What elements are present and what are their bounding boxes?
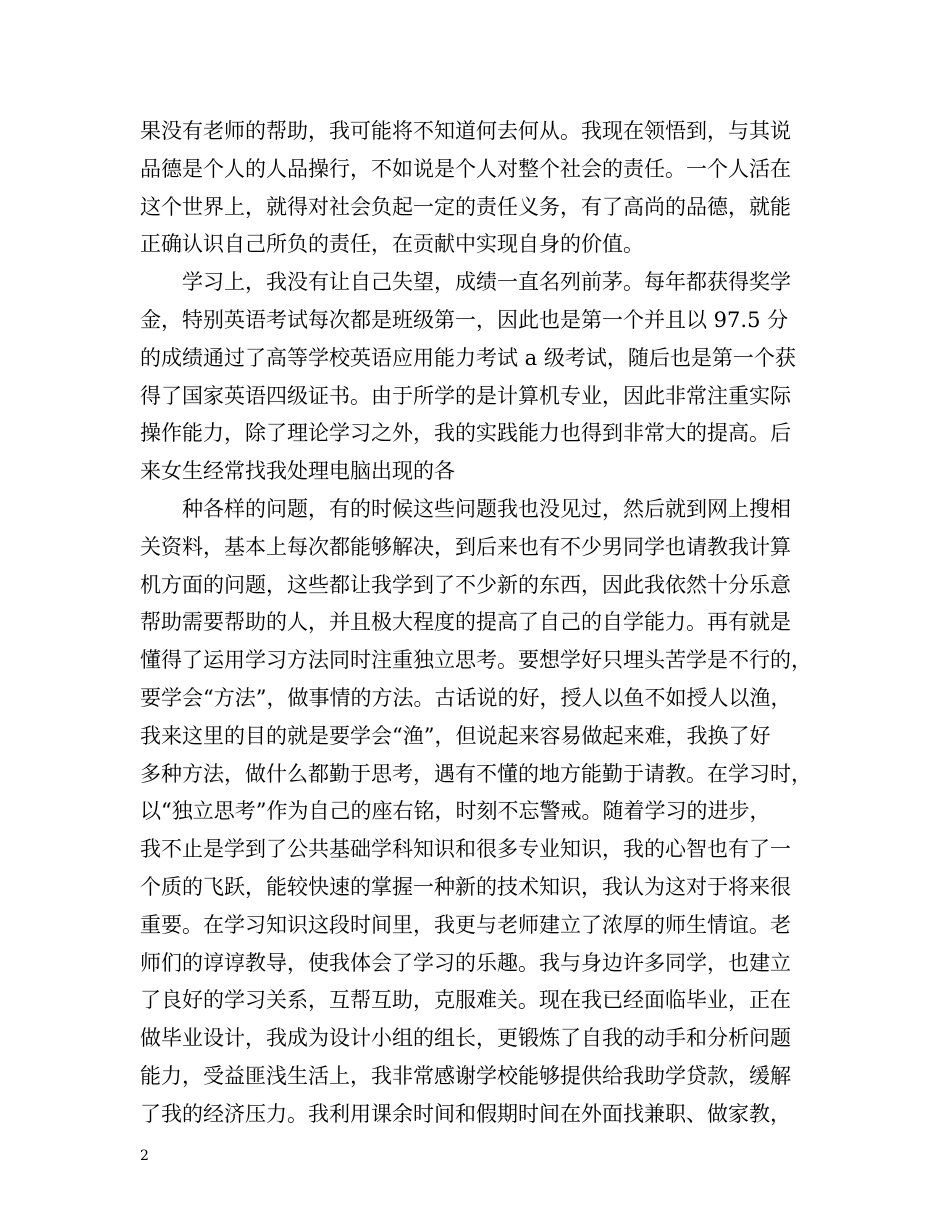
text-line: 种各样的问题，有的时候这些问题我也没见过，然后就到网上搜相 — [182, 496, 791, 521]
text-line: 了良好的学习关系，互帮互助，克服难关。现在我已经面临毕业，正在 — [140, 988, 791, 1013]
text-line: 帮助需要帮助的人，并且极大程度的提高了自己的自学能力。再有就是 — [140, 610, 791, 635]
text-line: 懂得了运用学习方法同时注重独立思考。要想学好只埋头苦学是不行的， — [140, 648, 812, 673]
text-line: 这个世界上，就得对社会负起一定的责任义务，有了高尚的品德，就能 — [140, 194, 791, 219]
text-line: 正确认识自己所负的责任，在贡献中实现自身的价值。 — [140, 232, 644, 257]
text-line: 得了国家英语四级证书。由于所学的是计算机专业，因此非常注重实际 — [140, 383, 791, 408]
text-line: 要学会“方法”，做事情的方法。古话说的好，授人以鱼不如授人以渔， — [140, 685, 792, 710]
text-line: 师们的谆谆教导，使我体会了学习的乐趣。我与身边许多同学，也建立 — [140, 950, 791, 975]
text-line: 我不止是学到了公共基础学科知识和很多专业知识，我的心智也有了一 — [140, 837, 791, 862]
text-line: 金，特别英语考试每次都是班级第一，因此也是第一个并且以 97.5 分 — [140, 307, 789, 332]
text-line: 以“独立思考”作为自己的座右铭，时刻不忘警戒。随着学习的进步， — [140, 799, 771, 824]
text-line: 重要。在学习知识这段时间里，我更与老师建立了浓厚的师生情谊。老 — [140, 912, 791, 937]
body-text — [140, 113, 830, 1134]
text-line: 了我的经济压力。我利用课余时间和假期时间在外面找兼职、做家教， — [140, 1101, 791, 1126]
text-line: 机方面的问题，这些都让我学到了不少新的东西，因此我依然十分乐意 — [140, 572, 791, 597]
page-number: 2 — [140, 1148, 149, 1164]
text-line: 操作能力，除了理论学习之外，我的实践能力也得到非常大的提高。后 — [140, 421, 791, 446]
text-line: 多种方法，做什么都勤于思考，遇有不懂的地方能勤于请教。在学习时， — [140, 761, 812, 786]
text-line: 品德是个人的人品操行，不如说是个人对整个社会的责任。一个人活在 — [140, 156, 791, 181]
text-line: 学习上，我没有让自己失望，成绩一直名列前茅。每年都获得奖学 — [182, 270, 791, 295]
text-line: 我来这里的目的就是要学会“渔”，但说起来容易做起来难，我换了好 — [140, 723, 771, 748]
text-line: 来女生经常找我处理电脑出现的各 — [140, 459, 455, 484]
text-line: 的成绩通过了高等学校英语应用能力考试 a 级考试，随后也是第一个获 — [140, 345, 796, 370]
text-line: 果没有老师的帮助，我可能将不知道何去何从。我现在领悟到，与其说 — [140, 119, 791, 143]
text-line: 能力，受益匪浅生活上，我非常感谢学校能够提供给我助学贷款，缓解 — [140, 1063, 791, 1088]
text-line: 做毕业设计，我成为设计小组的组长，更锻炼了自我的动手和分析问题 — [140, 1026, 791, 1051]
text-line: 关资料，基本上每次都能够解决，到后来也有不少男同学也请教我计算 — [140, 534, 791, 559]
text-line: 个质的飞跃，能较快速的掌握一种新的技术知识，我认为这对于将来很 — [140, 874, 791, 899]
